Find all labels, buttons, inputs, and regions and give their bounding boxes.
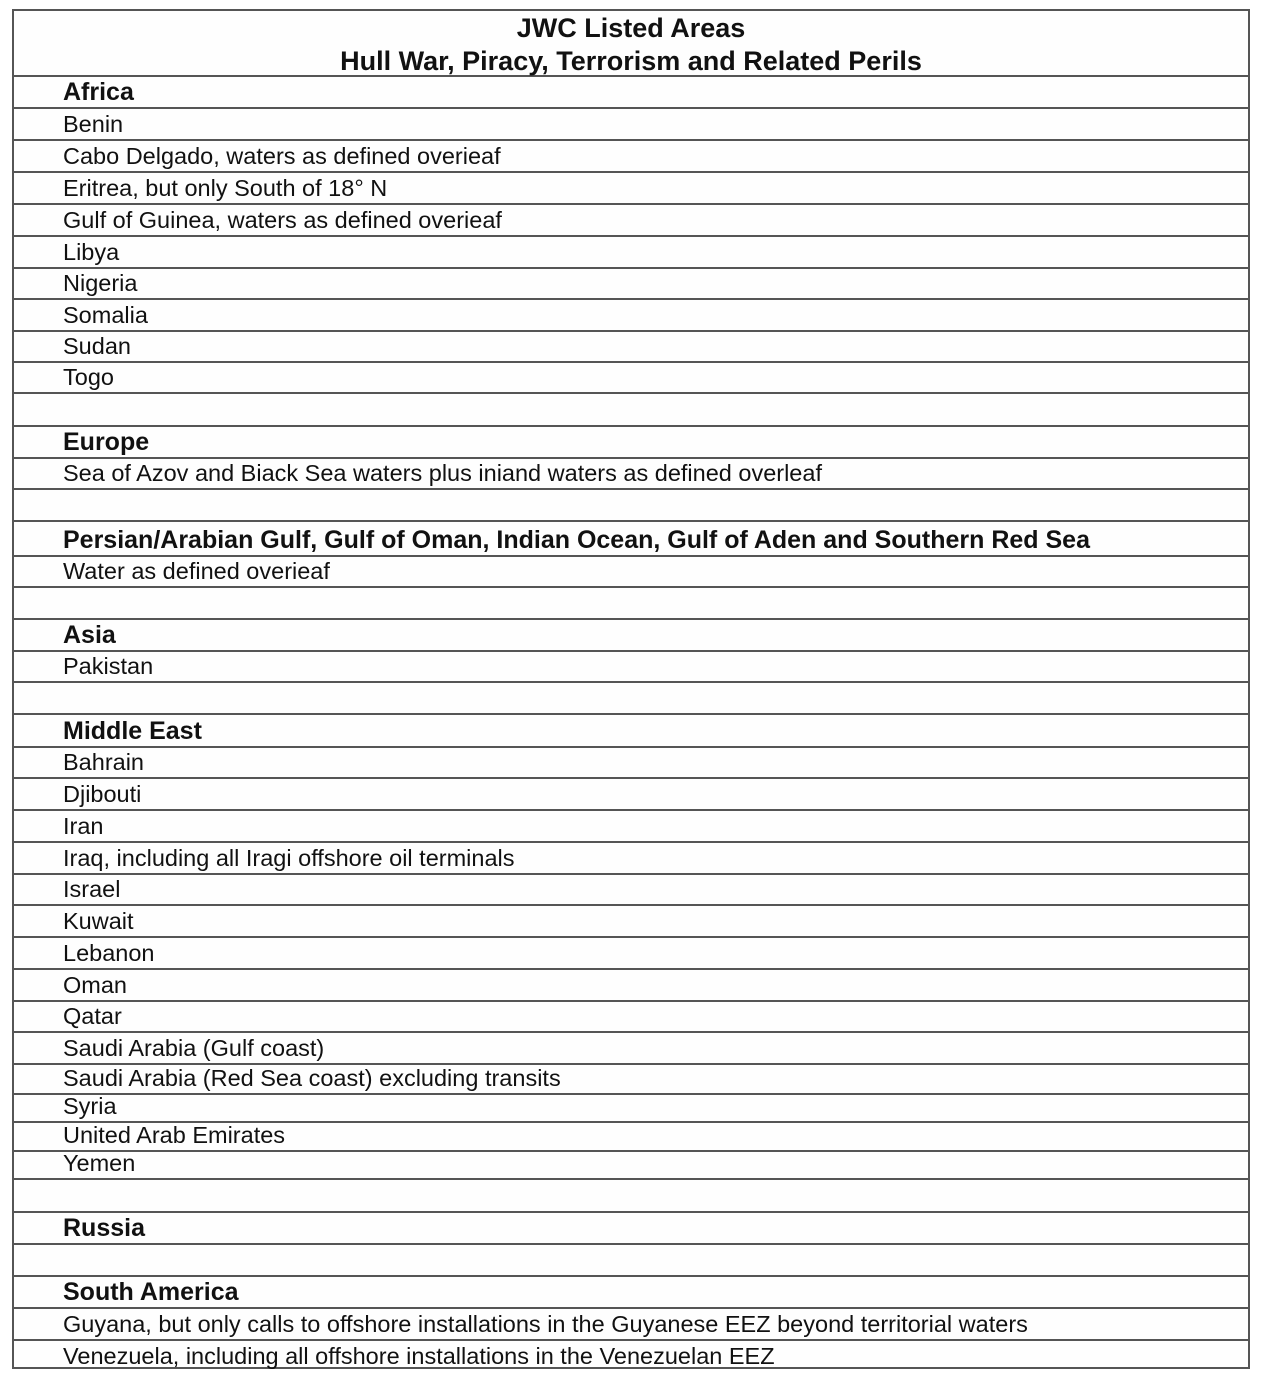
row-text: Venezuela, including all offshore installations in the Venezuelan EEZ <box>63 1343 775 1369</box>
row-text: Pakistan <box>63 653 154 679</box>
row-text: Djibouti <box>63 781 142 807</box>
row-text: Saudi Arabia (Gulf coast) <box>63 1035 325 1061</box>
row-text: United Arab Emirates <box>63 1122 286 1148</box>
table-row <box>14 843 1248 875</box>
table-row <box>14 363 1248 394</box>
row-text: Oman <box>63 972 127 998</box>
blank-row <box>14 394 1248 427</box>
table-row <box>14 1033 1248 1065</box>
table-row <box>14 109 1248 141</box>
section-heading-row <box>14 715 1248 748</box>
row-text: Israel <box>63 876 121 902</box>
table-row <box>14 811 1248 843</box>
blank-row <box>14 490 1248 522</box>
section-heading-row <box>14 522 1248 557</box>
row-text: Lebanon <box>63 940 155 966</box>
row-text: Yemen <box>63 1150 136 1176</box>
row-text: Kuwait <box>63 908 134 934</box>
section-heading: Asia <box>63 621 116 649</box>
section-heading: Russia <box>63 1214 145 1242</box>
table-row <box>14 652 1248 683</box>
section-heading: Africa <box>63 78 134 106</box>
row-text: Iran <box>63 813 104 839</box>
blank-row <box>14 588 1248 620</box>
section-heading-row <box>14 1213 1248 1245</box>
section-heading-row <box>14 1277 1248 1309</box>
row-text: Gulf of Guinea, waters as defined overieaf <box>63 207 502 233</box>
table-row <box>14 1002 1248 1033</box>
table-row <box>14 459 1248 490</box>
row-text: Nigeria <box>63 270 138 296</box>
row-text: Syria <box>63 1093 117 1119</box>
row-text: Guyana, but only calls to offshore installations in the Guyanese EEZ beyond territorial waters <box>63 1311 1028 1337</box>
row-text: Libya <box>63 239 120 265</box>
title-line-2: Hull War, Piracy, Terrorism and Related Perils <box>340 46 922 76</box>
jwc-listed-areas-table <box>12 9 1250 1369</box>
table-row <box>14 173 1248 205</box>
table-row <box>14 557 1248 588</box>
row-text: Iraq, including all Iragi offshore oil terminals <box>63 845 515 871</box>
section-heading-row <box>14 427 1248 459</box>
section-heading-row <box>14 77 1248 109</box>
table-row <box>14 300 1248 332</box>
table-row <box>14 332 1248 363</box>
table-row <box>14 970 1248 1002</box>
row-text: Water as defined overieaf <box>63 558 330 584</box>
table-title <box>14 11 1248 77</box>
table-row <box>14 269 1248 300</box>
table-row <box>14 938 1248 970</box>
row-text: Cabo Delgado, waters as defined overieaf <box>63 143 501 169</box>
section-heading-row <box>14 620 1248 652</box>
section-heading: South America <box>63 1278 239 1306</box>
blank-row <box>14 1180 1248 1213</box>
row-text: Somalia <box>63 302 148 328</box>
section-heading: Europe <box>63 428 150 456</box>
section-heading: Middle East <box>63 717 202 745</box>
table-row <box>14 1341 1248 1371</box>
table-row <box>14 237 1248 269</box>
table-row <box>14 1123 1248 1152</box>
table-row <box>14 1309 1248 1341</box>
row-text: Benin <box>63 111 124 137</box>
row-text: Bahrain <box>63 749 144 775</box>
table-row <box>14 748 1248 779</box>
table-row <box>14 906 1248 938</box>
blank-row <box>14 1245 1248 1277</box>
row-text: Togo <box>63 364 114 390</box>
title-line-1: JWC Listed Areas <box>516 13 746 43</box>
row-text: Qatar <box>63 1003 122 1029</box>
section-heading: Persian/Arabian Gulf, Gulf of Oman, Indian Ocean, Gulf of Aden and Southern Red Sea <box>63 526 1090 554</box>
table-row <box>14 1065 1248 1095</box>
table-row <box>14 875 1248 906</box>
blank-row <box>14 683 1248 715</box>
table-row <box>14 141 1248 173</box>
row-text: Sea of Azov and Biack Sea waters plus iniand waters as defined overleaf <box>63 460 822 486</box>
table-row <box>14 1152 1248 1180</box>
row-text: Sudan <box>63 333 131 359</box>
table-row <box>14 779 1248 811</box>
row-text: Saudi Arabia (Red Sea coast) excluding transits <box>63 1065 561 1091</box>
table-row <box>14 1095 1248 1123</box>
table-row <box>14 205 1248 237</box>
row-text: Eritrea, but only South of 18° N <box>63 175 388 201</box>
